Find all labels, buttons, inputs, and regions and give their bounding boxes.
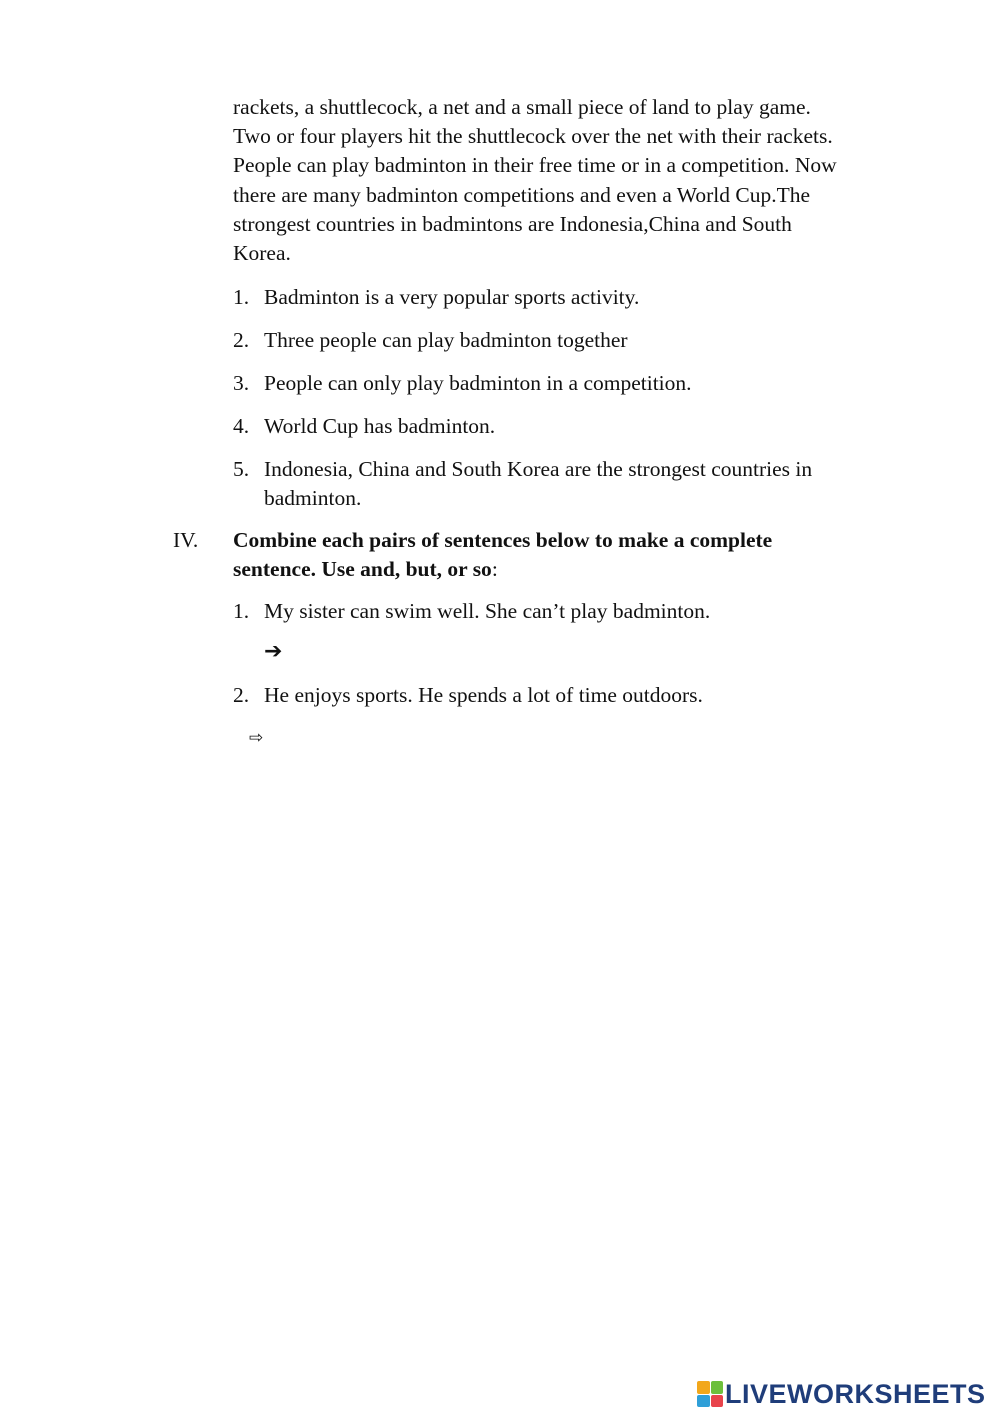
passage-line: Two or four players hit the shuttlecock over the net with their rackets.	[233, 124, 833, 149]
arrow-right-icon: ➔	[264, 639, 283, 664]
statement-number: 3.	[233, 371, 250, 395]
logo-block	[697, 1381, 710, 1394]
statement-text: World Cup has badminton.	[264, 414, 496, 438]
liveworksheets-logo	[697, 1379, 993, 1409]
section-title-line: Combine each pairs of sentences below to make a complete	[233, 528, 773, 552]
statement-text: People can only play badminton in a competition.	[264, 371, 692, 395]
statement-text: Three people can play badminton together	[264, 328, 628, 352]
statement-text: Badminton is a very popular sports activity.	[264, 285, 640, 309]
statement-text: Indonesia, China and South Korea are the strongest countries in	[264, 457, 813, 481]
passage-line: Korea.	[233, 241, 291, 266]
logo-block	[711, 1395, 724, 1408]
section-title-line: sentence. Use and, but, or so	[233, 557, 492, 581]
statement-number: 4.	[233, 414, 250, 438]
outline-arrow-right-icon: ⇨	[249, 728, 264, 748]
item-text: My sister can swim well. She can’t play badminton.	[264, 599, 711, 623]
statement-number: 1.	[233, 285, 250, 309]
logo-blocks-icon	[697, 1381, 723, 1407]
reading-passage	[233, 93, 905, 268]
statement-number: 5.	[233, 457, 250, 481]
item-number: 1.	[233, 599, 250, 623]
logo-block	[711, 1381, 724, 1394]
section-title	[233, 526, 913, 584]
statement-text: badminton.	[264, 486, 362, 510]
statement-number: 2.	[233, 328, 250, 352]
section-title-colon: :	[491, 557, 498, 581]
section-number: IV.	[173, 528, 199, 552]
passage-line: People can play badminton in their free time or in a competition. Now	[233, 153, 837, 178]
logo-text: LIVEWORKSHEETS	[725, 1379, 986, 1409]
item-number: 2.	[233, 683, 250, 707]
passage-line: strongest countries in badmintons are Indonesia,China and South	[233, 211, 792, 236]
passage-line: rackets, a shuttlecock, a net and a small piece of land to play game.	[233, 95, 811, 119]
logo-block	[697, 1395, 710, 1408]
item-text: He enjoys sports. He spends a lot of time outdoors.	[264, 683, 703, 707]
passage-line: there are many badminton competitions and even a World Cup.The	[233, 182, 811, 207]
